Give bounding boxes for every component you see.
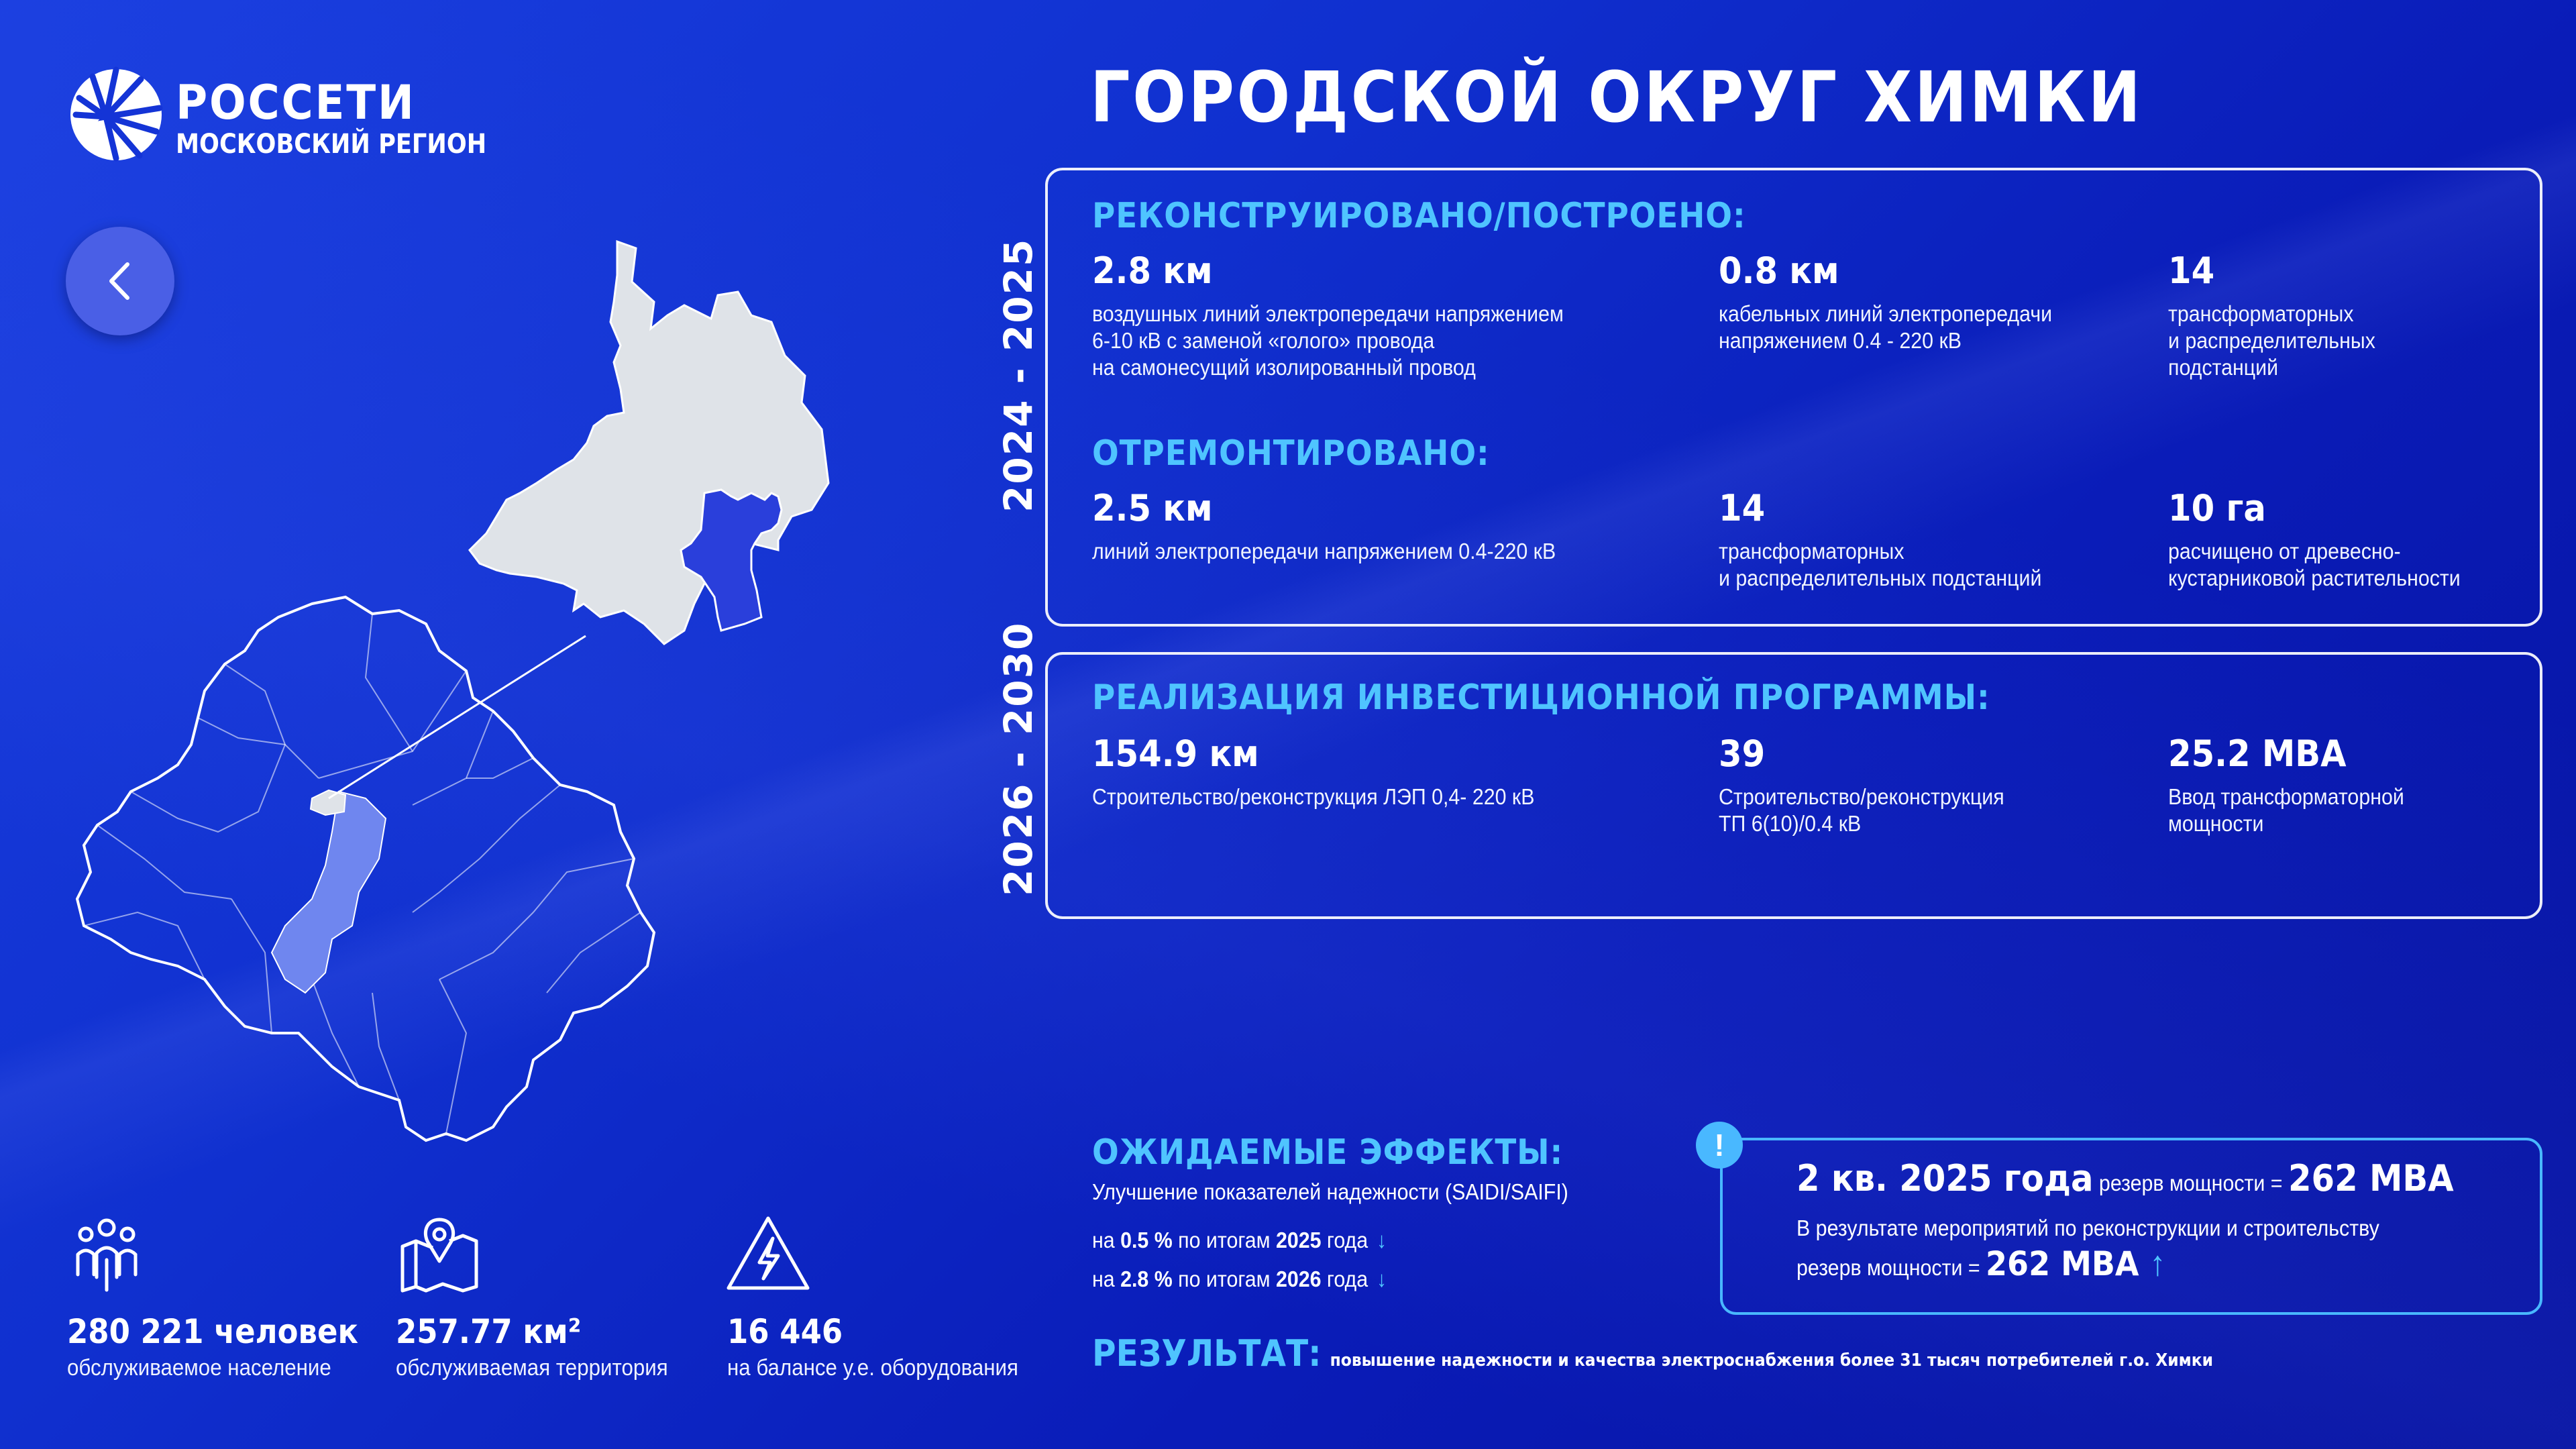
- people-icon: [70, 1213, 144, 1293]
- rep-desc-1: линий электропередачи напряжением 0.4-220 кВ: [1092, 539, 1556, 564]
- effects-subtitle: Улучшение показателей надежности (SAIDI/SAIFI): [1092, 1179, 1568, 1204]
- arrow-down-icon: ↓: [1377, 1267, 1387, 1291]
- map-pin-icon: [396, 1213, 483, 1293]
- stat-population-label: обслуживаемое население: [67, 1355, 331, 1381]
- inv-value-1: 154.9 км: [1092, 733, 1259, 775]
- inv-value-2: 39: [1719, 733, 1766, 775]
- page-title: ГОРОДСКОЙ ОКРУГ ХИМКИ: [1090, 56, 2143, 138]
- stat-population-value: 280 221 человек: [67, 1312, 359, 1351]
- result-label: РЕЗУЛЬТАТ:: [1092, 1332, 1322, 1375]
- rec-desc-2: кабельных линий электропередачи напряжением 0.4 - 220 кВ: [1719, 301, 2053, 353]
- rec-desc-1: воздушных линий электропередачи напряжением 6-10 кВ с заменой «голого» провода на самонесущий изолированный провод: [1092, 301, 1564, 380]
- alert-icon: !: [1696, 1122, 1743, 1169]
- khimki-highlight: [311, 790, 345, 815]
- arrow-up-icon: ↑: [2149, 1244, 2166, 1283]
- chevron-left-icon: [66, 227, 174, 335]
- rep-value-1: 2.5 км: [1092, 487, 1213, 529]
- lightning-icon: [724, 1213, 812, 1293]
- rosseti-logo-icon: [66, 64, 166, 165]
- rep-desc-2: трансформаторных и распределительных подстанций: [1719, 539, 2042, 590]
- stat-equipment-label: на балансе у.е. оборудования: [727, 1355, 1018, 1381]
- years-2026-2030: 2026 - 2030: [996, 621, 1041, 896]
- rep-desc-3: расчищено от древесно- кустарниковой растительности: [2168, 539, 2461, 590]
- investment-title: РЕАЛИЗАЦИЯ ИНВЕСТИЦИОННОЙ ПРОГРАММЫ:: [1092, 678, 1990, 718]
- stat-equipment-value: 16 446: [727, 1312, 843, 1351]
- effect-line-2: на 2.8 % по итогам 2026 года ↓: [1092, 1267, 1387, 1291]
- inv-value-3: 25.2 МВА: [2168, 733, 2347, 775]
- brand-subtitle: МОСКОВСКИЙ РЕГИОН: [176, 129, 487, 160]
- back-button[interactable]: [66, 227, 174, 335]
- capacity-line-2: резерв мощности = 262 МВА ↑: [1796, 1244, 2166, 1283]
- capacity-line-1: 2 кв. 2025 года резерв мощности = 262 МВА: [1796, 1157, 2454, 1199]
- inv-desc-1: Строительство/реконструкция ЛЭП 0,4- 220 кВ: [1092, 784, 1535, 809]
- rec-value-1: 2.8 км: [1092, 250, 1213, 292]
- capacity-note: В результате мероприятий по реконструкции и строительству: [1796, 1216, 2379, 1240]
- rep-value-3: 10 га: [2168, 487, 2266, 529]
- repaired-title: ОТРЕМОНТИРОВАНО:: [1092, 433, 1490, 474]
- years-2024-2025: 2024 - 2025: [996, 237, 1041, 513]
- region-map: [64, 577, 681, 1181]
- stat-territory-label: обслуживаемая территория: [396, 1355, 668, 1381]
- result-text: повышение надежности и качества электроснабжения более 31 тысяч потребителей г.о. Химки: [1330, 1350, 2214, 1371]
- inv-desc-2: Строительство/реконструкция ТП 6(10)/0.4 кВ: [1719, 784, 2004, 836]
- rec-desc-3: трансформаторных и распределительных подстанций: [2168, 301, 2375, 380]
- logo: [66, 64, 166, 165]
- inv-desc-3: Ввод трансформаторной мощности: [2168, 784, 2404, 836]
- arrow-down-icon: ↓: [1377, 1228, 1387, 1252]
- brand-name: РОССЕТИ: [176, 75, 416, 130]
- moscow-highlight: [272, 792, 386, 993]
- rec-value-2: 0.8 км: [1719, 250, 1839, 292]
- reconstructed-title: РЕКОНСТРУИРОВАНО/ПОСТРОЕНО:: [1092, 196, 1746, 236]
- effect-line-1: на 0.5 % по итогам 2025 года ↓: [1092, 1228, 1387, 1252]
- rec-value-3: 14: [2168, 250, 2215, 292]
- effects-title: ОЖИДАЕМЫЕ ЭФФЕКТЫ:: [1092, 1132, 1564, 1173]
- stat-territory-value: 257.77 км²: [396, 1312, 582, 1351]
- rep-value-2: 14: [1719, 487, 1766, 529]
- result: [1092, 1332, 2213, 1375]
